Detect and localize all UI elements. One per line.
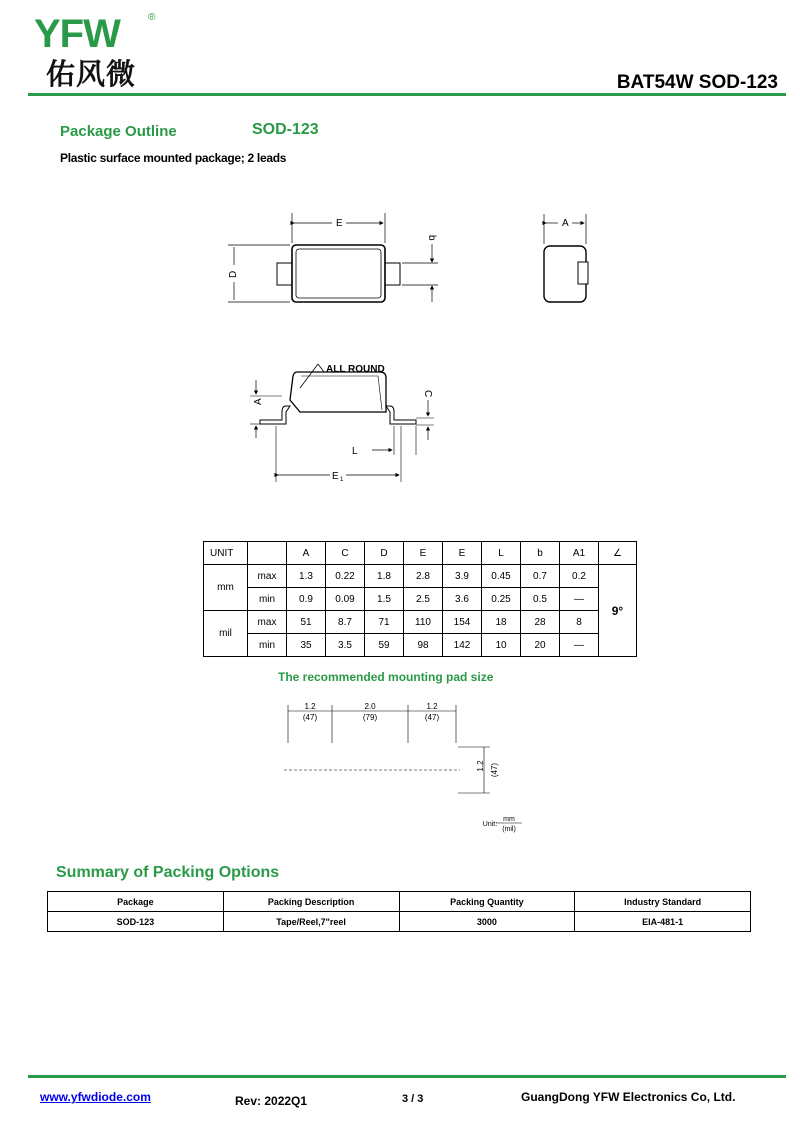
all-round-label: ALL ROUND <box>326 364 385 375</box>
value-cell: 0.22 <box>326 565 365 588</box>
value-cell: 51 <box>287 611 326 634</box>
header-E1: E <box>443 542 482 565</box>
pad-width-2-mm: 2.0 <box>364 702 376 711</box>
value-cell: 142 <box>443 634 482 657</box>
table-row <box>204 634 637 657</box>
value-cell: 0.09 <box>326 588 365 611</box>
unit-label: Unit: <box>482 821 498 828</box>
header-industry-standard: Industry Standard <box>575 892 751 912</box>
unit-cell: mil <box>204 611 248 657</box>
table-row <box>204 611 637 634</box>
value-cell: 20 <box>521 634 560 657</box>
table-row <box>48 912 751 932</box>
pad-width-3-mm: 1.2 <box>426 702 438 711</box>
header-D: D <box>365 542 404 565</box>
header-unit: UNIT <box>204 542 248 565</box>
value-cell: 18 <box>482 611 521 634</box>
limit-cell: max <box>248 565 287 588</box>
dimensions-header-row <box>204 542 637 565</box>
value-cell: 10 <box>482 634 521 657</box>
header-L: L <box>482 542 521 565</box>
value-cell: 0.2 <box>560 565 599 588</box>
packing-quantity-cell: 3000 <box>399 912 575 932</box>
value-cell: 110 <box>404 611 443 634</box>
company-name: GuangDong YFW Electronics Co, Ltd. <box>521 1090 736 1104</box>
header-E: E <box>404 542 443 565</box>
company-logo-chinese: 佑风微 <box>46 57 137 91</box>
footer-rule <box>28 1075 786 1078</box>
pad-width-1-mil: (47) <box>302 713 318 722</box>
value-cell: 71 <box>365 611 404 634</box>
value-cell: 1.5 <box>365 588 404 611</box>
unit-denominator: (mil) <box>502 826 516 833</box>
header-C: C <box>326 542 365 565</box>
package-outline-drawing <box>0 0 800 540</box>
document-title: BAT54W SOD-123 <box>616 72 778 93</box>
dim-label-b: b <box>426 235 437 241</box>
pad-height-mil: (47) <box>490 762 499 778</box>
header-limit <box>248 542 287 565</box>
value-cell: 3.6 <box>443 588 482 611</box>
mounting-pad-drawing <box>270 695 550 840</box>
registered-mark: ® <box>148 12 156 23</box>
dim-label-L: L <box>352 446 358 457</box>
website-link[interactable]: www.yfwdiode.com <box>40 1090 151 1104</box>
value-cell: 154 <box>443 611 482 634</box>
header-packing-quantity: Packing Quantity <box>399 892 575 912</box>
pad-width-2-mil: (79) <box>362 713 378 722</box>
pad-width-3-mil: (47) <box>424 713 440 722</box>
value-cell: 0.5 <box>521 588 560 611</box>
dim-label-E1: E <box>332 471 339 482</box>
value-cell: — <box>560 588 599 611</box>
mounting-pad-heading: The recommended mounting pad size <box>278 670 494 684</box>
package-code: SOD-123 <box>252 121 319 138</box>
dimensions-table <box>203 541 637 657</box>
industry-standard-cell: EIA-481-1 <box>575 912 751 932</box>
header-A: A <box>287 542 326 565</box>
table-row <box>204 565 637 588</box>
dim-label-C: C <box>422 390 433 398</box>
page-number: 3 / 3 <box>402 1093 424 1105</box>
unit-cell: mm <box>204 565 248 611</box>
dim-label-E1-sub: 1 <box>340 477 344 483</box>
package-outline-heading: Package Outline <box>60 123 177 140</box>
value-cell: 59 <box>365 634 404 657</box>
value-cell: 2.5 <box>404 588 443 611</box>
header-package: Package <box>48 892 224 912</box>
package-cell: SOD-123 <box>48 912 224 932</box>
pad-width-1-mm: 1.2 <box>304 702 316 711</box>
angle-value-cell: 9° <box>599 565 637 657</box>
value-cell: 8 <box>560 611 599 634</box>
value-cell: 98 <box>404 634 443 657</box>
dim-label-A: A <box>562 218 569 229</box>
value-cell: 3.5 <box>326 634 365 657</box>
pad-height-mm: 1.2 <box>476 760 485 772</box>
value-cell: 0.7 <box>521 565 560 588</box>
header-b: b <box>521 542 560 565</box>
limit-cell: max <box>248 611 287 634</box>
value-cell: 8.7 <box>326 611 365 634</box>
value-cell: 0.9 <box>287 588 326 611</box>
value-cell: 2.8 <box>404 565 443 588</box>
dim-label-A1: A <box>253 398 264 405</box>
header-A1: A1 <box>560 542 599 565</box>
value-cell: 3.9 <box>443 565 482 588</box>
dim-label-E: E <box>336 218 343 229</box>
value-cell: — <box>560 634 599 657</box>
header-packing-description: Packing Description <box>223 892 399 912</box>
header-angle: ∠ <box>599 542 637 565</box>
limit-cell: min <box>248 634 287 657</box>
value-cell: 0.25 <box>482 588 521 611</box>
value-cell: 1.8 <box>365 565 404 588</box>
revision-label: Rev: 2022Q1 <box>235 1094 308 1108</box>
limit-cell: min <box>248 588 287 611</box>
table-row <box>204 588 637 611</box>
value-cell: 35 <box>287 634 326 657</box>
unit-numerator: mm <box>503 816 515 823</box>
company-logo: YFW <box>34 12 120 56</box>
packing-summary-heading: Summary of Packing Options <box>56 864 280 881</box>
packing-header-row <box>48 892 751 912</box>
packing-options-table <box>47 891 751 932</box>
value-cell: 28 <box>521 611 560 634</box>
packing-description-cell: Tape/Reel,7"reel <box>223 912 399 932</box>
value-cell: 0.45 <box>482 565 521 588</box>
value-cell: 1.3 <box>287 565 326 588</box>
package-description: Plastic surface mounted package; 2 leads <box>60 151 287 165</box>
dim-label-D: D <box>228 270 239 278</box>
